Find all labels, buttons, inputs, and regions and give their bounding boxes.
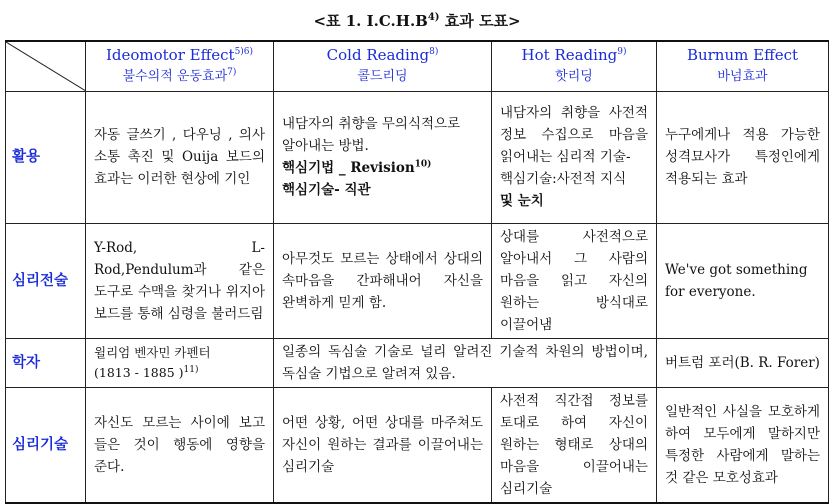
table-title: <표 1. $I.C.H.B^{4)}$ 효과 도표>	[313, 12, 521, 30]
header-cold-reading: Cold Reading$^{8)}$ 콜드리딩	[274, 41, 492, 91]
cell-scholar-barnum: 버트럼 포러(B. R. Forer)	[657, 338, 829, 387]
header-ideomotor: Ideomotor Effect$^{5)6)}$ 불수의적 운동효과$^{7)}$	[86, 41, 274, 91]
row-usage	[6, 91, 829, 223]
row-label-usage: 활용	[6, 91, 86, 223]
diagonal-line	[6, 42, 85, 91]
corner-cell	[6, 41, 86, 91]
cell-usage-barnum: 누구에게나 적용 가능한 성격묘사가 특정인에게 적용되는 효과	[657, 91, 829, 223]
cell-tactics-barnum: We've got something for everyone.	[657, 223, 829, 338]
cell-scholar-ideomotor: 윌리엄 벤자민 카펜터 (1813 - 1885 )$^{11)}$	[86, 338, 274, 387]
row-skill	[6, 387, 829, 503]
row-label-scholar: 학자	[6, 338, 86, 387]
cell-scholar-reading: 일종의 독심술 기술로 널리 알려진 기술적 차원의 방법이며, 독심술 기법으로 알려져 있음.	[274, 338, 657, 387]
row-scholar	[6, 338, 829, 387]
cell-skill-cold-reading: 어떤 상황, 어떤 상대를 마주쳐도 자신이 원하는 결과를 이끌어내는 심리기술	[274, 387, 492, 503]
header-barnum-effect: Burnum Effect 바넘효과	[657, 41, 829, 91]
cell-skill-hot-reading: 사전적 직간접 정보를 토대로 하여 자신이 원하는 형태로 상대의 마음을 이끌어내는 심리기술	[492, 387, 657, 503]
cell-tactics-ideomotor: Y-Rod, L-Rod,Pendulum과 같은 도구로 수맥을 찾거나 위지아 보드를 통해 심령을 불러드림	[86, 223, 274, 338]
cell-skill-barnum: 일반적인 사실을 모호하게 하여 모두에게 말하지만 특정한 사람에게 말하는 것 같은 모호성효과	[657, 387, 829, 503]
header-hot-reading: Hot Reading$^{9)}$ 핫리딩	[492, 41, 657, 91]
row-label-tactics: 심리전술	[6, 223, 86, 338]
header-row	[6, 41, 829, 91]
row-label-skill: 심리기술	[6, 387, 86, 503]
cell-tactics-cold-reading: 아무것도 모르는 상태에서 상대의 속마음을 간파해내어 자신을 완벽하게 믿게 함.	[274, 223, 492, 338]
cell-tactics-hot-reading: 상대를 사전적으로 알아내서 그 사람의 마음을 읽고 자신의 원하는 방식대로 이끌어냄	[492, 223, 657, 338]
cell-skill-ideomotor: 자신도 모르는 사이에 보고 들은 것이 행동에 영향을 준다.	[86, 387, 274, 503]
effect-table	[5, 40, 829, 504]
cell-usage-hot-reading: 내담자의 취향을 사전적 정보 수집으로 마음을 읽어내는 심리적 기술- 핵심기술:사전적 지식 및 눈치	[492, 91, 657, 223]
cell-usage-cold-reading: 내담자의 취향을 무의식적으로 알아내는 방법. 핵심기법 _ Revision$^{10)}$ 핵심기술- 직관	[274, 91, 492, 223]
row-tactics	[6, 223, 829, 338]
cell-usage-ideomotor: 자동 글쓰기 , 다우닝 , 의사 소통 촉진 및 Ouija 보드의 효과는 이러한 현상에 기인	[86, 91, 274, 223]
